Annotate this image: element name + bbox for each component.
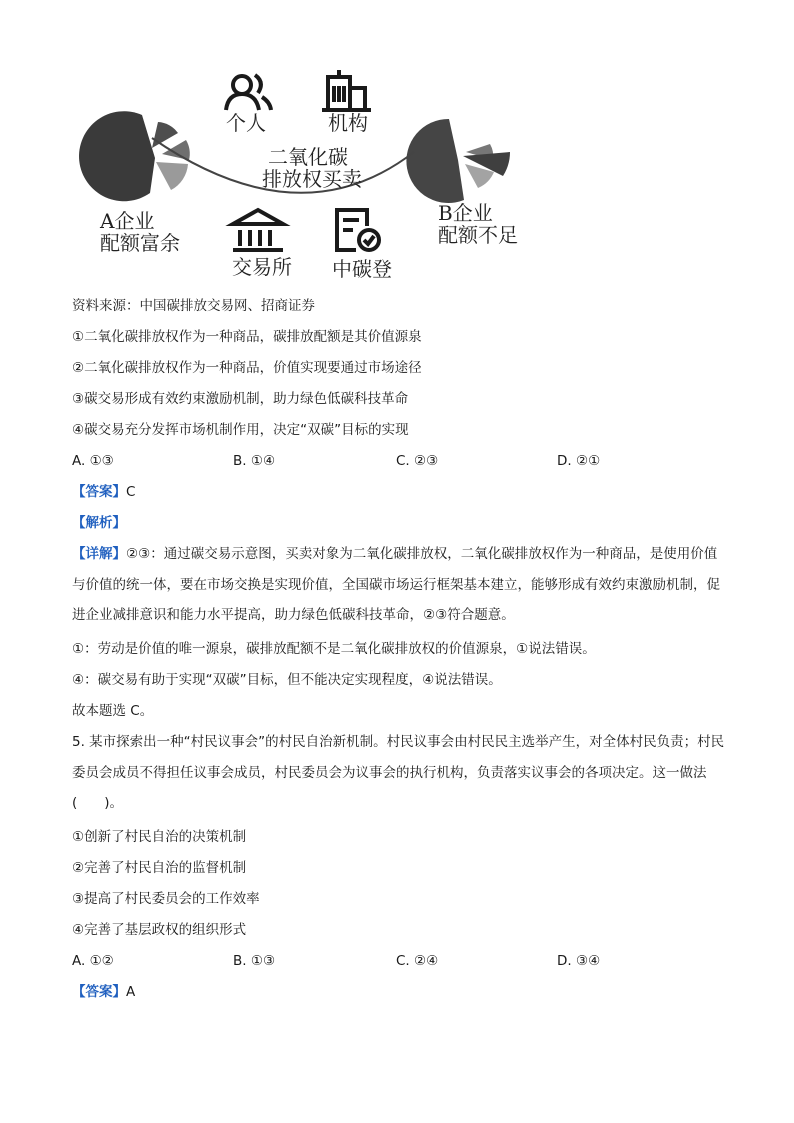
q4-conclusion: 故本题选 C。	[72, 703, 154, 719]
statement-2: ②二氧化碳排放权作为一种商品，价值实现要通过市场途径	[72, 360, 422, 376]
statement-3: ③碳交易形成有效约束激励机制，助力绿色低碳科技革命	[72, 391, 409, 407]
bank-icon	[233, 210, 283, 250]
q5-statement-1: ①创新了村民自治的决策机制	[72, 829, 247, 845]
label-a-1: A企业	[100, 209, 155, 233]
q5-stem: 5. 某市探索出一种“村民议事会”的村民自治新机制。村民议事会由村民民主选举产生，对全体村民负责；村民委员会成员不得担任议事会成员，村民委员会为议事会的执行机构，负责落实议事会的各项决定。这一做法( )。	[72, 734, 725, 812]
statement-1: ①二氧化碳排放权作为一种商品，碳排放配额是其价值源泉	[72, 329, 422, 345]
q5-statement-4: ④完善了基层政权的组织形式	[72, 922, 247, 938]
pie-chart-a-icon	[79, 111, 190, 201]
label-b-1: B企业	[438, 201, 493, 225]
q4-detail	[72, 539, 728, 631]
q5-option-c: C. ②④	[396, 953, 439, 969]
label-institution: 机构	[328, 111, 368, 135]
building-icon	[322, 70, 371, 110]
users-icon	[226, 75, 271, 110]
label-center-1: 二氧化碳	[268, 145, 348, 169]
q4-analysis	[72, 513, 126, 533]
option-b: B. ①④	[233, 453, 276, 469]
q5-option-b: B. ①③	[233, 953, 276, 969]
q4-answer	[72, 482, 135, 502]
label-exchange: 交易所	[232, 255, 292, 279]
answer-value: C	[126, 484, 136, 500]
option-c: C. ②③	[396, 453, 439, 469]
q5-answer-tag: 【答案】	[72, 984, 126, 1000]
q5-option-d: D. ③④	[557, 953, 601, 969]
carbon-trading-figure	[70, 60, 540, 285]
source-note: 资料来源：中国碳排放交易网、招商证券	[72, 298, 315, 314]
detail-tag: 【详解】	[72, 546, 126, 562]
label-person: 个人	[226, 111, 266, 135]
q5-answer	[72, 982, 135, 1002]
q5-option-a: A. ①②	[72, 953, 114, 969]
label-b-2: 配额不足	[438, 223, 518, 247]
analysis-tag: 【解析】	[72, 515, 126, 531]
answer-tag: 【答案】	[72, 484, 126, 500]
label-a-2: 配额富余	[100, 231, 180, 255]
label-registry: 中碳登	[332, 257, 392, 281]
label-center-2: 排放权买卖	[262, 167, 362, 191]
statement-4: ④碳交易充分发挥市场机制作用，决定“双碳”目标的实现	[72, 422, 409, 438]
q5-answer-value: A	[126, 984, 136, 1000]
note-4: ④：碳交易有助于实现“双碳”目标，但不能决定实现程度，④说法错误。	[72, 672, 502, 688]
q5-statement-3: ③提高了村民委员会的工作效率	[72, 891, 260, 907]
detail-text: ②③：通过碳交易示意图，买卖对象为二氧化碳排放权，二氧化碳排放权作为一种商品，是使用价值与价值的统一体，要在市场交换是实现价值，全国碳市场运行框架基本建立，能够形成有效约束激励机制，促进企业减排意识和能力水平提高，助力绿色低碳科技革命，②③符合题意。	[72, 546, 720, 624]
option-a: A. ①③	[72, 453, 114, 469]
option-d: D. ②①	[557, 453, 601, 469]
pie-chart-b-icon	[406, 119, 510, 203]
note-1: ①：劳动是价值的唯一源泉，碳排放配额不是二氧化碳排放权的价值源泉，①说法错误。	[72, 641, 596, 657]
q5-statement-2: ②完善了村民自治的监督机制	[72, 860, 247, 876]
document-check-icon	[337, 210, 379, 250]
